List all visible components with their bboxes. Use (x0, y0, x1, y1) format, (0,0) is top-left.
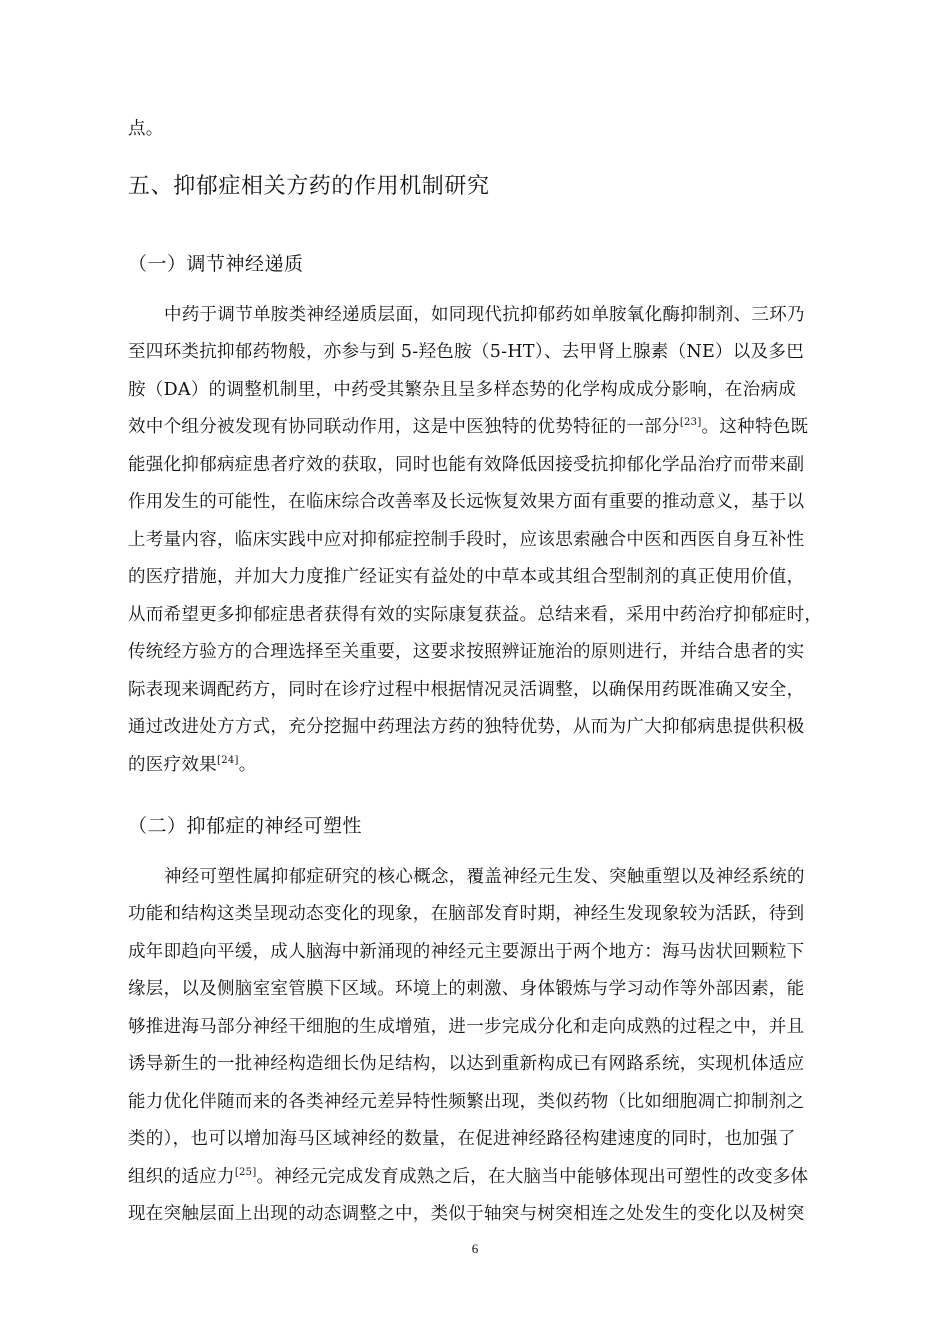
paragraph-line (128, 416, 808, 438)
paragraph-text: 。这种特色既 (701, 417, 809, 437)
paragraph-line: 成年即趋向平缓，成人脑海中新涌现的神经元主要源出于两个地方：海马齿状回颗粒下 (128, 942, 805, 962)
paragraph-line: 能强化抑郁病症患者疗效的获取，同时也能有效降低因接受抗抑郁化学品治疗而带来副 (128, 455, 805, 475)
paragraph-line (128, 1166, 808, 1188)
paragraph-line: 上考量内容，临床实践中应对抑郁症控制手段时，应该思索融合中医和西医自身互补性 (128, 530, 805, 550)
paragraph-text: 。 (238, 755, 257, 775)
page-number: 6 (471, 1241, 479, 1256)
paragraph-line: 类的），也可以增加海马区域神经的数量，在促进神经路径构建速度的同时，也加强了 (128, 1129, 796, 1149)
paragraph-text: 效中个组分被发现有协同联动作用，这是中医独特的优势特征的一部分 (128, 417, 680, 437)
paragraph-line: 际表现来调配药方，同时在诊疗过程中根据情况灵活调整，以确保用药既准确又安全， (128, 680, 805, 700)
paragraph-line: 神经可塑性属抑郁症研究的核心概念，覆盖神经元生发、突触重塑以及神经系统的 (164, 867, 805, 887)
paragraph-line: 至四环类抗抑郁药物般，亦参与到 5-羟色胺（5-HT）、去甲肾上腺素（NE）以及多巴 (128, 342, 805, 362)
continued-text: 点。 (128, 119, 164, 139)
paragraph-line: 诱导新生的一批神经构造细长伪足结构，以达到重新构成已有网路系统，实现机体适应 (128, 1054, 805, 1074)
paragraph-text: 。神经元完成发育成熟之后，在大脑当中能够体现出可塑性的改变多体 (256, 1167, 809, 1187)
paragraph-line: 现在突触层面上出现的动态调整之中，类似于轴突与树突相连之处发生的变化以及树突 (128, 1204, 805, 1224)
paragraph-text: 组织的适应力 (128, 1167, 235, 1187)
citation: [23] (679, 417, 702, 429)
citation: [25] (234, 1167, 257, 1179)
paragraph-text: 的医疗效果 (128, 755, 217, 775)
paragraph-line: 传统经方验方的合理选择至关重要，这要求按照辨证施治的原则进行，并结合患者的实 (128, 642, 805, 662)
paragraph-line: 通过改进处方方式，充分挖掘中药理法方药的独特优势，从而为广大抑郁病患提供积极 (128, 717, 805, 737)
paragraph-line: 从而希望更多抑郁症患者获得有效的实际康复获益。总结来看，采用中药治疗抑郁症时， (128, 605, 823, 625)
paragraph-line: 的医疗措施，并加大力度推广经证实有益处的中草本或其组合型制剂的真正使用价值， (128, 567, 805, 587)
paragraph-line: 功能和结构这类呈现动态变化的现象，在脑部发育时期，神经生发现象较为活跃，待到 (128, 904, 805, 924)
paragraph-line: 缘层，以及侧脑室室管膜下区域。环境上的刺激、身体锻炼与学习动作等外部因素，能 (128, 979, 805, 999)
subsection-heading-1: （一）调节神经递质 (128, 253, 304, 275)
subsection-heading-2: （二）抑郁症的神经可塑性 (128, 815, 363, 837)
section-heading: 五、抑郁症相关方药的作用机制研究 (128, 174, 490, 199)
paragraph-line: 能力优化伴随而来的各类神经元差异特性频繁出现，类似药物（比如细胞凋亡抑制剂之 (128, 1092, 805, 1112)
citation: [24] (217, 755, 239, 767)
paragraph-line: 胺（DA）的调整机制里，中药受其繁杂且呈多样态势的化学构成成分影响，在治病成 (128, 380, 797, 400)
paragraph-line: 中药于调节单胺类神经递质层面，如同现代抗抑郁药如单胺氧化酶抑制剂、三环乃 (164, 305, 805, 325)
paragraph-line: 作用发生的可能性，在临床综合改善率及长远恢复效果方面有重要的推动意义，基于以 (128, 492, 805, 512)
paragraph-line (128, 754, 257, 776)
paragraph-line: 够推进海马部分神经干细胞的生成增殖，进一步完成分化和走向成熟的过程之中，并且 (128, 1017, 805, 1037)
